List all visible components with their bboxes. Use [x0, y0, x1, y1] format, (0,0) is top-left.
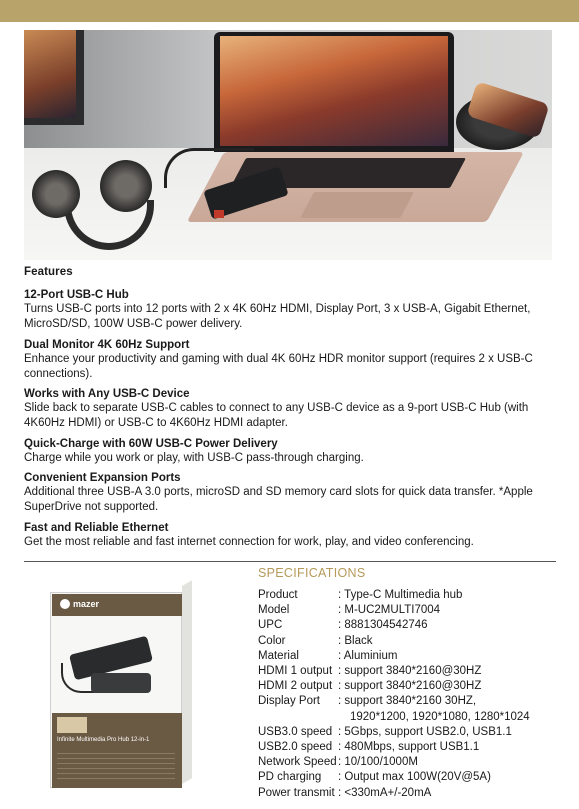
specifications-table [258, 588, 558, 801]
feature-text: Turns USB-C ports into 12 ports with 2 x 4K 60Hz HDMI, Display Port, 3 x USB-A, Gigabit Ethernet, MicroSD/SD, 100W USB-C power delivery. [24, 303, 531, 331]
feature-item [24, 288, 559, 333]
spec-value-continuation: 1920*1200, 1920*1080, 1280*1024 [350, 710, 530, 723]
box-brand-text: mazer [73, 599, 100, 609]
box-brand-logo [60, 599, 99, 609]
product-box-image [50, 586, 192, 790]
box-hub-device-secondary [91, 673, 151, 693]
spec-row [258, 740, 558, 755]
feature-title: Dual Monitor 4K 60Hz Support [24, 338, 190, 351]
feature-title: 12-Port USB-C Hub [24, 289, 129, 301]
spec-row [258, 634, 558, 649]
feature-text: Get the most reliable and fast internet connection for work, play, and video conferencing. [24, 535, 474, 548]
photo-headphone-left [32, 170, 80, 218]
spec-value: : <330mA+/-20mA [338, 786, 432, 799]
feature-text: Additional three USB-A 3.0 ports, microSD and SD memory card slots for quick data transfer. *Apple SuperDrive not supported. [24, 486, 533, 514]
spec-value: : support 3840*2160@30HZ [338, 680, 482, 693]
photo-laptop-display [220, 36, 448, 146]
feature-item [24, 471, 559, 516]
feature-item [24, 437, 559, 466]
feature-title: Convenient Expansion Ports [24, 472, 181, 485]
photo-sd-card [214, 210, 224, 218]
spec-value: : 8881304542746 [338, 619, 428, 632]
photo-headphone-right [100, 160, 152, 212]
spec-value: : 10/100/1000M [338, 756, 418, 769]
spec-row [258, 588, 558, 603]
feature-text: Enhance your productivity and gaming with dual 4K 60Hz HDR monitor support (requires 2 x USB-C connections). [24, 352, 533, 380]
spec-row [258, 725, 558, 740]
section-divider [24, 561, 556, 562]
spec-key: Material [258, 649, 299, 662]
spec-key: UPC [258, 619, 283, 632]
spec-row [258, 649, 558, 664]
spec-key: Color [258, 634, 286, 647]
feature-item [24, 521, 559, 550]
features-heading: Features [24, 266, 73, 278]
box-warranty-badge [57, 717, 87, 733]
spec-row [258, 679, 558, 694]
photo-laptop-trackpad [300, 192, 414, 218]
spec-value: : 480Mbps, support USB1.1 [338, 741, 480, 754]
box-fine-print [57, 753, 175, 783]
spec-value: : Black [338, 634, 373, 647]
feature-title: Works with Any USB-C Device [24, 388, 190, 401]
spec-key: Display Port [258, 695, 320, 708]
spec-value: : Output max 100W(20V@5A) [338, 771, 491, 784]
spec-key: Power transmit [258, 786, 335, 799]
spec-row [258, 770, 558, 785]
feature-text: Slide back to separate USB-C cables to connect to any USB-C device as a 9-port USB-C Hub (with 4K60Hz HDMI) or USB-C to 4K60Hz HDMI adapter. [24, 402, 529, 430]
spec-row [258, 755, 558, 770]
box-product-title: Infinite Multimedia Pro Hub 12-in-1 [57, 737, 150, 743]
box-side-panel [182, 580, 192, 784]
spec-key: Model [258, 604, 290, 617]
spec-row [258, 618, 558, 633]
specifications-heading: SPECIFICATIONS [258, 566, 366, 580]
feature-item [24, 338, 559, 383]
feature-text: Charge while you work or play, with USB-C pass-through charging. [24, 451, 364, 464]
photo-monitor-screen [24, 30, 76, 118]
features-section [24, 266, 559, 555]
spec-value: : Aluminium [338, 649, 398, 662]
box-front-panel [50, 592, 182, 788]
top-accent-bar [0, 0, 579, 22]
spec-key: PD charging [258, 771, 322, 784]
box-top-band [52, 594, 182, 616]
spec-value: : Type-C Multimedia hub [338, 589, 463, 601]
spec-key: Product [258, 589, 298, 601]
spec-key: Network Speed [258, 756, 337, 769]
brand-logo-icon [60, 599, 70, 609]
feature-title: Quick-Charge with 60W USB-C Power Delivery [24, 437, 278, 450]
spec-value: : M-UC2MULTI7004 [338, 604, 441, 617]
hero-product-photo [24, 30, 552, 260]
spec-key: HDMI 2 output [258, 680, 333, 693]
spec-value: : 5Gbps, support USB2.0, USB1.1 [338, 725, 512, 738]
feature-item [24, 387, 559, 432]
spec-key: USB3.0 speed [258, 725, 333, 738]
spec-row [258, 603, 558, 618]
spec-key: USB2.0 speed [258, 741, 333, 754]
spec-row [258, 786, 558, 801]
spec-row [258, 694, 558, 709]
feature-title: Fast and Reliable Ethernet [24, 521, 169, 534]
spec-key: HDMI 1 output [258, 665, 333, 678]
spec-value: : support 3840*2160 30HZ, [338, 695, 477, 708]
spec-value: : support 3840*2160@30HZ [338, 665, 482, 678]
spec-row [258, 664, 558, 679]
